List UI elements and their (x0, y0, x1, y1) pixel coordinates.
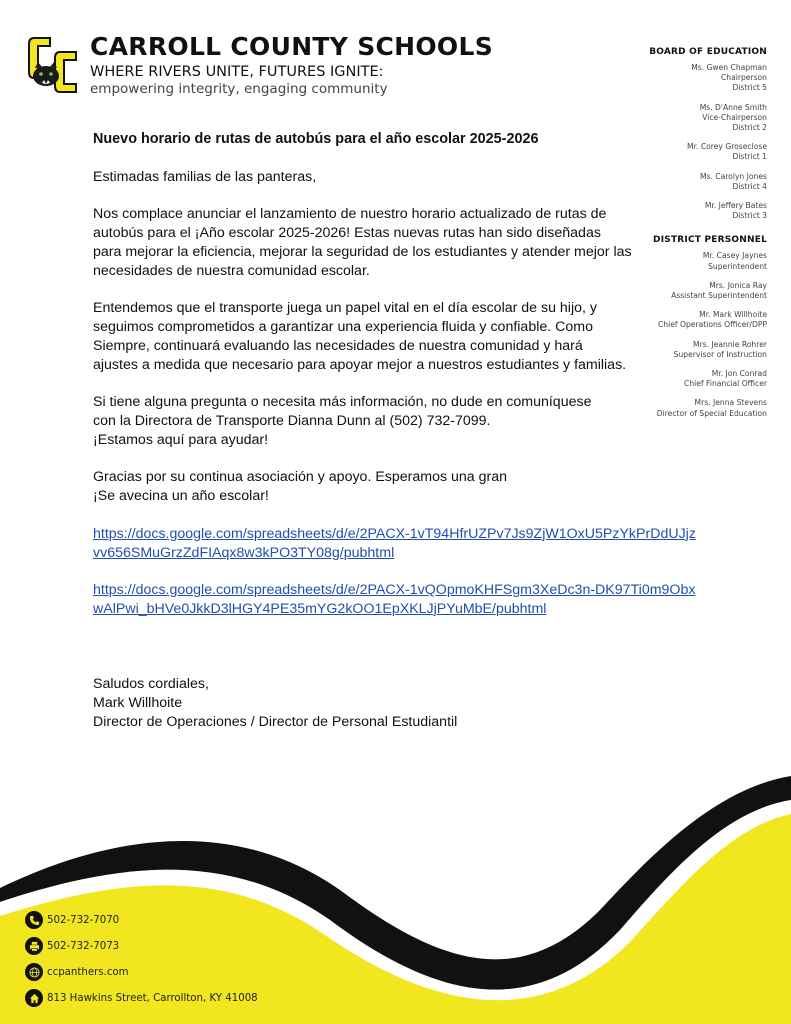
member-name: Mrs. Jeannie Rohrer (693, 339, 767, 349)
member-name: Mrs. Jonica Ray (709, 280, 767, 290)
schedule-link-1[interactable] (93, 525, 703, 563)
contact-text[interactable]: ccpanthers.com (47, 966, 129, 978)
member-role: District 3 (732, 211, 767, 221)
contact-text: 813 Hawkins Street, Carrollton, KY 41008 (47, 992, 258, 1004)
member-name: Mr. Corey Groseclose (687, 142, 767, 152)
personnel-heading: DISTRICT PERSONNEL (653, 235, 767, 246)
member-role: Supervisor of Instruction (673, 349, 767, 359)
letter-title: Nuevo horario de rutas de autobús para el año escolar 2025-2026 (93, 131, 539, 147)
board-member (587, 63, 767, 94)
member-name: Mr. Mark Willhoite (699, 310, 767, 320)
paragraph-thanks (93, 468, 703, 506)
text-line: Gracias por su continua asociación y apoyo. Esperamos una gran (93, 469, 508, 486)
link-line[interactable]: https://docs.google.com/spreadsheets/d/e/2PACX-1vT94HfrUZPv7Js9ZjW1OxU5PzYkPrDdUJjz (93, 525, 696, 542)
member-name: Mrs. Jenna Stevens (694, 398, 767, 408)
member-name: Ms. Gwen Chapman (691, 63, 767, 72)
contact-phone[interactable] (25, 911, 119, 929)
panther-cc-logo-icon (26, 32, 82, 96)
board-member (587, 103, 767, 134)
text-line: necesidades de nuestra comunidad escolar. (93, 262, 370, 279)
member-role: Chief Operations Officer/DPP (658, 320, 767, 330)
school-tagline: WHERE RIVERS UNITE, FUTURES IGNITE: (90, 64, 384, 80)
member-role: Superintendent (708, 261, 767, 271)
signer-title: Director de Operaciones / Director de Personal Estudiantil (93, 713, 458, 730)
text-line: ¡Se avecina un año escolar! (93, 488, 269, 505)
paragraph-commitment (93, 299, 703, 374)
text-line: autobús para el ¡Año escolar 2025-2026! Estas nuevas rutas han sido diseñadas (93, 224, 601, 241)
link-line[interactable]: wAlPwi_bHVe0JkkD3lHGY4PE35mYG2kOO1EpXKLJjPYuMbE/pubhtml (93, 600, 547, 617)
school-title: CARROLL COUNTY SCHOOLS (90, 32, 494, 61)
footer-wave-graphic (0, 770, 791, 1024)
text-line: para mejorar la eficiencia, mejorar la seguridad de los estudiantes y atender mejor las (93, 243, 632, 260)
fax-printer-icon (25, 937, 43, 955)
contact-text[interactable]: 502-732-7070 (47, 914, 120, 926)
text-line: Si tiene alguna pregunta o necesita más información, no dude en comuníquese (93, 394, 592, 411)
text-line: Entendemos que el transporte juega un papel vital en el día escolar de su hijo, y (93, 300, 597, 317)
member-role: District 1 (732, 152, 767, 162)
contact-address (25, 989, 258, 1007)
member-role: Vice-Chairperson (702, 112, 767, 122)
member-district: District 5 (732, 83, 767, 93)
home-icon (25, 989, 43, 1007)
member-role: Chief Financial Officer (684, 379, 767, 389)
board-heading: BOARD OF EDUCATION (649, 47, 767, 57)
contact-website[interactable] (25, 963, 129, 981)
text-line: Siempre, continuará evaluando las necesidades de nuestra comunidad y hará (93, 337, 583, 354)
contact-fax[interactable] (25, 937, 119, 955)
member-role: Director of Special Education (656, 408, 767, 418)
letter-greeting: Estimadas familias de las panteras, (93, 168, 317, 185)
letter-closing: Saludos cordiales, (93, 676, 209, 693)
member-district: District 2 (732, 123, 767, 133)
text-line: ajustes a medida que necesario para apoyar mejor a nuestros estudiantes y familias. (93, 356, 627, 373)
text-line: ¡Estamos aquí para ayudar! (93, 431, 269, 448)
letter-body (93, 130, 703, 732)
link-line[interactable]: https://docs.google.com/spreadsheets/d/e/2PACX-1vQOpmoKHFSgm3XeDc3n-DK97Ti0m9Obx (93, 582, 696, 599)
member-role: District 4 (732, 181, 767, 191)
school-subtagline: empowering integrity, engaging community (90, 81, 388, 97)
member-name: Ms. D'Anne Smith (699, 102, 767, 112)
text-line: Nos complace anunciar el lanzamiento de nuestro horario actualizado de rutas de (93, 206, 607, 223)
paragraph-announcement (93, 205, 703, 280)
paragraph-contact (93, 393, 703, 449)
signer-name: Mark Willhoite (93, 694, 183, 711)
member-name: Mr. Casey Jaynes (702, 251, 767, 261)
link-line[interactable]: vv656SMuGrzZdFIAqx8w3kPO3TY08g/pubhtml (93, 544, 395, 561)
contact-text[interactable]: 502-732-7073 (47, 940, 120, 952)
schedule-link-2[interactable] (93, 581, 703, 619)
phone-icon (25, 911, 43, 929)
member-name: Ms. Carolyn Jones (699, 171, 767, 181)
text-line: seguimos comprometidos a garantizar una experiencia fluida y confiable. Como (93, 318, 593, 335)
member-name: Mr. Jon Conrad (711, 369, 767, 379)
member-role: Chairperson (720, 73, 767, 83)
member-role: Assistant Superintendent (671, 291, 767, 301)
text-line: con la Directora de Transporte Dianna Dunn al (502) 732-7099. (93, 412, 491, 429)
member-name: Mr. Jeffery Bates (704, 201, 767, 211)
globe-icon (25, 963, 43, 981)
